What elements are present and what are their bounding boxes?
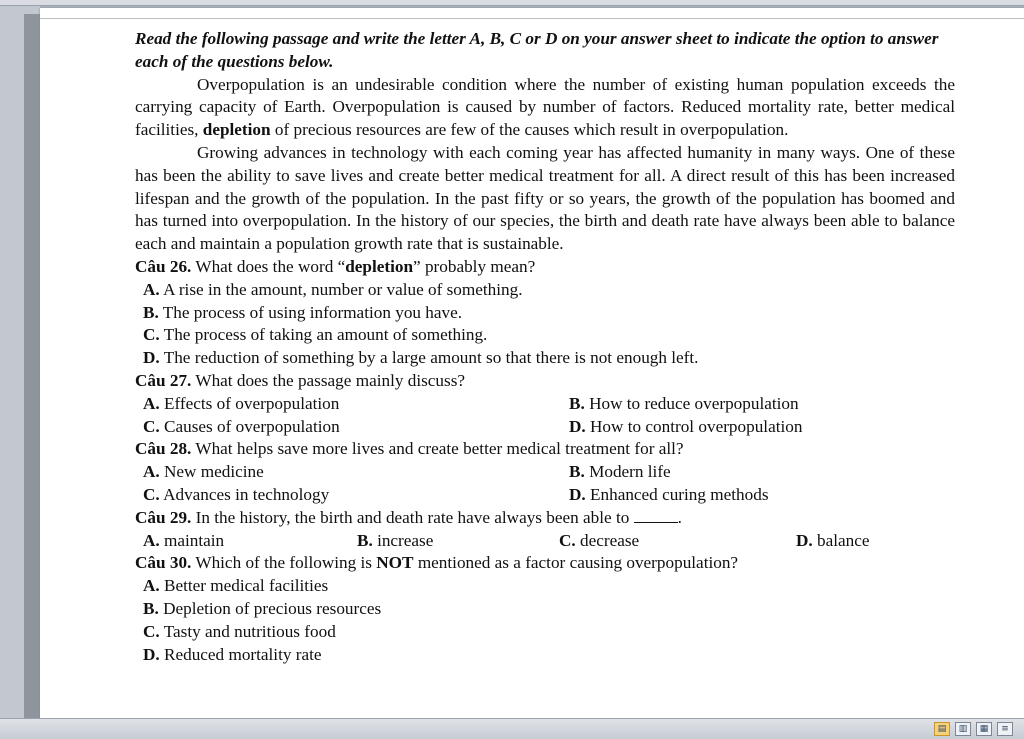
q27-options-row-1 — [135, 393, 955, 416]
option-text: Causes of overpopulation — [164, 416, 340, 436]
option-text: Effects of overpopulation — [164, 393, 340, 413]
option-letter: D. — [143, 348, 160, 368]
option-text: The process of taking an amount of something. — [163, 325, 488, 345]
option-letter: A. — [143, 576, 160, 596]
option-text: Advances in technology — [163, 484, 330, 504]
option-text: increase — [377, 530, 434, 550]
option-letter: A. — [143, 530, 160, 550]
question-label: Câu 28. — [135, 439, 192, 459]
question-29 — [135, 507, 955, 530]
question-text: mentioned as a factor causing overpopulation? — [413, 553, 739, 573]
q30-option-c — [135, 621, 955, 644]
question-label: Câu 26. — [135, 256, 192, 276]
q27-option-b — [569, 393, 799, 416]
option-letter: A. — [143, 462, 160, 482]
print-layout-icon: ▤ — [937, 724, 947, 734]
question-label: Câu 27. — [135, 370, 192, 390]
question-27 — [135, 370, 955, 393]
passage-paragraph-1 — [135, 74, 955, 142]
passage-paragraph-2: Growing advances in technology with each coming year has affected humanity in many ways. One of these has been the ability to save lives and create better medical treatment for all. A direct result of this has been increased lifespan and the growth of the population. In the past fifty or so years, the growth of the population has boomed and has turned into overpopulation. In the history of our species, the birth and death rate have always been able to balance each and maintain a population growth rate that is sustainable. — [135, 142, 955, 254]
q29-option-a — [135, 530, 357, 553]
option-text: The reduction of something by a large amount so that there is not enough left. — [163, 348, 699, 368]
document-content — [135, 28, 955, 666]
window-top-strip — [0, 0, 1024, 6]
instruction-text: Read the following passage and write the letter A, B, C or D on your answer sheet to indicate the option to answer each of the questions below. — [135, 29, 939, 71]
document-page — [40, 8, 1024, 720]
question-28 — [135, 438, 955, 461]
full-screen-icon: ▥ — [958, 724, 968, 734]
question-text: What helps save more lives and create better medical treatment for all? — [191, 439, 684, 459]
option-letter: D. — [569, 416, 586, 436]
question-label: Câu 29. — [135, 507, 192, 527]
web-layout-view-button[interactable] — [976, 722, 992, 736]
outline-icon: ≡ — [1001, 724, 1009, 734]
option-letter: B. — [569, 462, 585, 482]
q28-option-b — [569, 461, 671, 484]
option-text: How to control overpopulation — [590, 416, 803, 436]
option-letter: D. — [569, 484, 586, 504]
q28-option-c — [135, 484, 569, 507]
option-text: Enhanced curing methods — [590, 484, 769, 504]
option-text: Tasty and nutritious food — [163, 621, 336, 641]
print-layout-view-button[interactable] — [934, 722, 950, 736]
option-text: How to reduce overpopulation — [589, 393, 799, 413]
q28-options-row-2 — [135, 484, 955, 507]
q29-option-d — [796, 530, 870, 553]
question-text: What does the word “ — [191, 256, 346, 276]
q26-option-b — [135, 302, 955, 325]
question-30 — [135, 552, 955, 575]
option-letter: C. — [143, 484, 160, 504]
q27-option-a — [135, 393, 569, 416]
q29-option-b — [357, 530, 559, 553]
q29-options-row — [135, 530, 955, 553]
status-bar — [0, 718, 1024, 739]
q26-option-a — [135, 279, 955, 302]
option-text: balance — [817, 530, 870, 550]
option-text: New medicine — [164, 462, 264, 482]
question-text: In the history, the birth and death rate have always been able to — [191, 507, 634, 527]
q30-option-b — [135, 598, 955, 621]
highlight-word: depletion — [202, 120, 271, 140]
option-text: maintain — [164, 530, 225, 550]
option-letter: D. — [796, 530, 813, 550]
option-letter: B. — [569, 393, 585, 413]
option-text: decrease — [580, 530, 640, 550]
q28-options-row-1 — [135, 461, 955, 484]
option-text: The process of using information you have. — [162, 302, 463, 322]
option-text: Modern life — [589, 462, 671, 482]
option-letter: B. — [357, 530, 373, 550]
q28-option-d — [569, 484, 769, 507]
question-text: . — [677, 507, 682, 527]
question-text: What does the passage mainly discuss? — [191, 370, 466, 390]
question-26 — [135, 256, 955, 279]
option-letter: C. — [143, 416, 160, 436]
q30-option-d — [135, 644, 955, 667]
q26-option-d — [135, 347, 955, 370]
option-letter: C. — [143, 621, 160, 641]
option-letter: B. — [143, 302, 159, 322]
outline-view-button[interactable] — [997, 722, 1013, 736]
page-top-border — [40, 18, 1024, 19]
question-bold: depletion — [345, 256, 414, 276]
full-screen-view-button[interactable] — [955, 722, 971, 736]
option-text: A rise in the amount, number or value of something. — [163, 279, 523, 299]
option-text: Depletion of precious resources — [163, 598, 382, 618]
passage-text: of precious resources are few of the causes which result in overpopulation. — [270, 120, 789, 140]
question-label: Câu 30. — [135, 553, 192, 573]
passage-text: Overpopulation is an undesirable condition where the number of existing human population exceeds the carrying capacity of Earth. Overpopulation is caused by number of factors. Reduced mortality rate, better medical facilities, — [135, 74, 955, 140]
question-bold: NOT — [376, 553, 414, 573]
option-letter: A. — [143, 393, 160, 413]
option-letter: C. — [559, 530, 576, 550]
question-text: Which of the following is — [191, 553, 377, 573]
option-letter: A. — [143, 279, 160, 299]
question-text: ” probably mean? — [413, 256, 536, 276]
page-gutter — [24, 14, 40, 718]
q28-option-a — [135, 461, 569, 484]
option-text: Reduced mortality rate — [164, 644, 322, 664]
option-letter: B. — [143, 598, 159, 618]
q26-option-c — [135, 324, 955, 347]
web-layout-icon: ▦ — [979, 724, 989, 734]
q27-option-d — [569, 416, 802, 439]
q30-option-a — [135, 575, 955, 598]
answer-blank — [634, 508, 678, 523]
option-text: Better medical facilities — [164, 576, 329, 596]
q27-options-row-2 — [135, 416, 955, 439]
q27-option-c — [135, 416, 569, 439]
option-letter: C. — [143, 325, 160, 345]
q29-option-c — [559, 530, 796, 553]
option-letter: D. — [143, 644, 160, 664]
